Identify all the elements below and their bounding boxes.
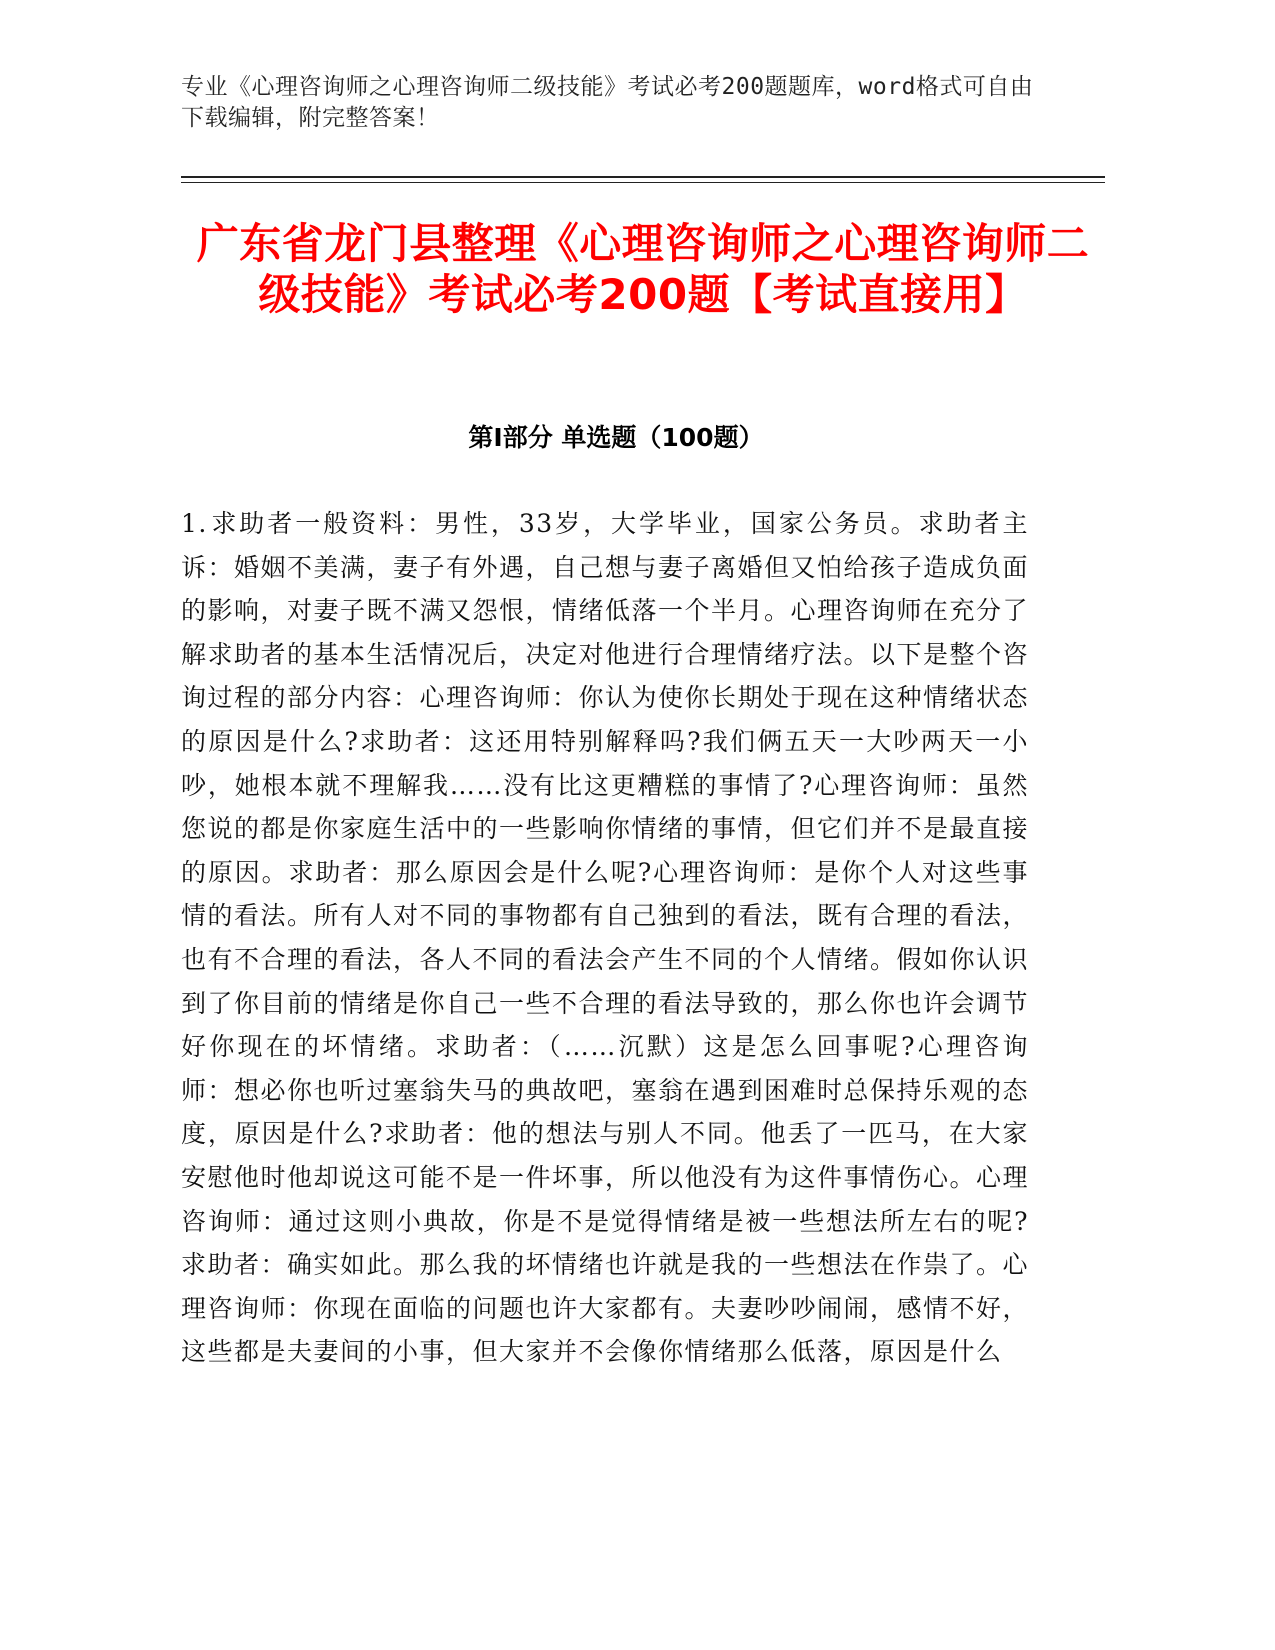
question-number: 1. xyxy=(181,509,208,538)
header-note: 专业《心理咨询师之心理咨询师二级技能》考试必考200题题库，word格式可自由下载编辑，附完整答案！ xyxy=(181,74,1034,131)
section-heading: 第Ⅰ部分 单选题（100题） xyxy=(468,423,764,452)
header-divider-thin xyxy=(181,182,1105,183)
question-text: 求助者一般资料：男性，33岁，大学毕业，国家公务员。求助者主诉：婚姻不美满，妻子有外遇，自己想与妻子离婚但又怕给孩子造成负面的影响，对妻子既不满又怨恨，情绪低落一个半月。心理咨询师在充分了解求助者的基本生活情况后，决定对他进行合理情绪疗法。以下是整个咨询过程的部分内容：心理咨询师：你认为使你长期处于现在这种情绪状态的原因是什么?求助者：这还用特别解释吗?我们俩五天一大吵两天一小吵，她根本就不理解我……没有比这更糟糕的事情了?心理咨询师：虽然您说的都是你家庭生活中的一些影响你情绪的事情，但它们并不是最直接的原因。求助者：那么原因会是什么呢?心理咨询师：是你个人对这些事情的看法。所有人对不同的事物都有自己独到的看法，既有合理的看法，也有不合理的看法，各人不同的看法会产生不同的个人情绪。假如你认识到了你目前的情绪是你自己一些不合理的看法导致的，那么你也许会调节好你现在的坏情绪。求助者：（……沉默）这是怎么回事呢?心理咨询师：想必你也听过塞翁失马的典故吧，塞翁在遇到困难时总保持乐观的态度，原因是什么?求助者：他的想法与别人不同。他丢了一匹马，在大家安慰他时他却说这可能不是一件坏事，所以他没有为这件事情伤心。心理咨询师：通过这则小典故，你是不是觉得情绪是被一些想法所左右的呢?求助者：确实如此。那么我的坏情绪也许就是我的一些想法在作祟了。心理咨询师：你现在面临的问题也许大家都有。夫妻吵吵闹闹，感情不好，这些都是夫妻间的小事，但大家并不会像你情绪那么低落，原因是什么 xyxy=(181,509,1030,1367)
question-1 xyxy=(181,502,1029,1374)
document-title: 广东省龙门县整理《心理咨询师之心理咨询师二级技能》考试必考200题【考试直接用】 xyxy=(196,219,1090,319)
header-divider-thick xyxy=(181,176,1105,178)
